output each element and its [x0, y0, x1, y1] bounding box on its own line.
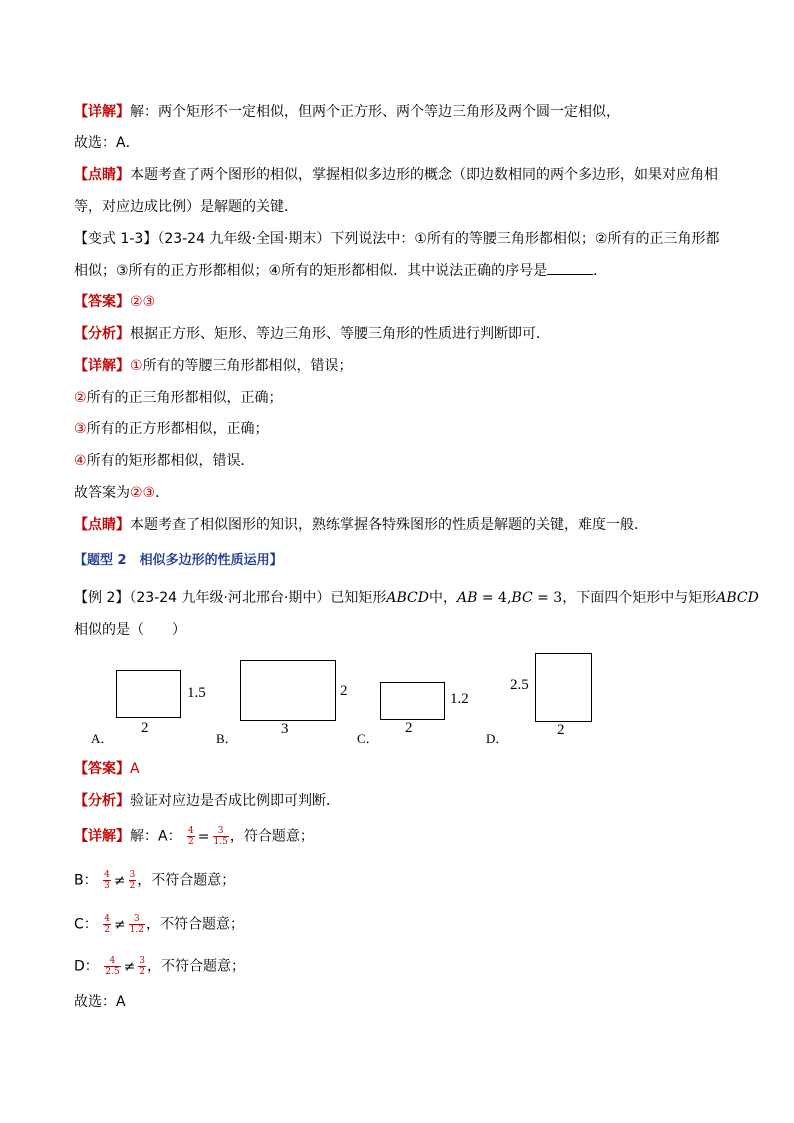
comment-line-1 — [74, 165, 718, 185]
fraction: $\frac{3}{2}$ — [129, 870, 136, 891]
rect-name: ABCD — [716, 590, 759, 606]
detail-option-d — [74, 956, 245, 977]
option-d-width: 2 — [557, 722, 565, 738]
option-b-label: B． — [216, 731, 238, 746]
side-bc-value: = 3 — [532, 590, 563, 606]
fraction: $\frac{3}{2}$ — [139, 956, 146, 977]
item-mark: ③ — [74, 421, 87, 437]
answer-value: ②③ — [130, 294, 156, 310]
detail-prefix: B： — [74, 872, 98, 889]
detail-option-b — [74, 870, 235, 891]
final-answer-line — [74, 483, 169, 503]
example-text: 中， — [429, 590, 457, 606]
item-text: 所有的正方形都相似，正确； — [86, 421, 269, 437]
detail-prefix: 解：A： — [130, 828, 182, 845]
example-question-line-2: 相似的是（ ） — [74, 622, 186, 638]
variant-question-text: 相似；③所有的正方形都相似；④所有的矩形都相似．其中说法正确的序号是 — [74, 263, 548, 279]
detail-end: ，不符合题意； — [137, 872, 236, 889]
equals-sign: = — [197, 828, 210, 845]
final-choice-line: 故选：A — [74, 994, 126, 1010]
variant-question-line-1: 【变式 1-3】（23-24 九年级·全国·期末）下列说法中：①所有的等腰三角形都相似；②所有的正三角形都 — [74, 231, 720, 247]
fraction: $\frac{3}{1.5}$ — [213, 826, 228, 847]
option-c-label: C． — [357, 731, 379, 746]
fraction: $\frac{4}{2.5}$ — [105, 956, 120, 977]
detail-prefix: C： — [74, 916, 98, 933]
fraction: $\frac{4}{3}$ — [104, 870, 110, 891]
analysis-text: 根据正方形、矩形、等边三角形、等腰三角形的性质进行判断即可． — [130, 326, 550, 342]
detail-item-2 — [74, 388, 283, 408]
comment-line-3 — [74, 515, 648, 535]
fraction: $\frac{3}{1.2}$ — [129, 914, 145, 935]
option-a-height: 1.5 — [187, 685, 206, 701]
option-a-width: 2 — [141, 720, 149, 736]
detail-text: 解：两个矩形不一定相似，但两个正方形、两个等边三角形及两个圆一定相似， — [130, 104, 620, 120]
option-b-height: 2 — [340, 683, 348, 699]
analysis-tag: 【分析】 — [74, 793, 130, 809]
option-d-height: 2.5 — [510, 677, 529, 693]
detail-option-c — [74, 914, 244, 935]
side-bc: BC — [511, 590, 533, 606]
option-d-rect — [535, 653, 592, 722]
comment-tag: 【点睛】 — [74, 517, 130, 533]
comment-text: 本题考查了相似图形的知识，熟练掌握各特殊图形的性质是解题的关键，难度一般． — [130, 517, 648, 533]
item-mark: ④ — [74, 453, 87, 469]
detail-tag: 【详解】 — [74, 828, 130, 845]
option-b-rect — [240, 660, 336, 721]
option-d-label: D． — [486, 731, 509, 746]
option-a-rect — [116, 670, 181, 718]
final-answer-marks: ②③ — [130, 485, 156, 501]
answer-tag: 【答案】 — [74, 761, 130, 777]
answer-tag: 【答案】 — [74, 294, 130, 310]
detail-end: ，不符合题意； — [146, 916, 245, 933]
side-ab-value: = 4, — [477, 590, 512, 606]
fraction: $\frac{4}{2}$ — [188, 826, 194, 847]
detail-item-1 — [74, 356, 353, 376]
answer-line — [74, 292, 155, 312]
not-equal-sign: ≠ — [113, 872, 126, 889]
example-text: ，下面四个矩形中与矩形 — [562, 590, 717, 606]
option-b-width: 3 — [281, 721, 289, 737]
option-a-label: A． — [91, 731, 114, 746]
item-mark: ② — [74, 390, 87, 406]
final-answer-text: 故答案为 — [74, 485, 130, 501]
detail-prefix: D： — [74, 958, 99, 975]
item-text: 所有的矩形都相似，错误． — [86, 453, 255, 469]
detail-option-a — [74, 826, 314, 847]
final-answer-end: ． — [155, 485, 170, 501]
item-mark: ① — [130, 358, 143, 374]
rect-name: ABCD — [386, 590, 429, 606]
detail-end: ，不符合题意； — [147, 958, 246, 975]
variant-question-end: ． — [593, 263, 608, 279]
choice-line: 故选：A． — [74, 135, 140, 151]
example-text: 【例 2】（23-24 九年级·河北邢台·期中）已知矩形 — [74, 590, 387, 606]
comment-tag: 【点睛】 — [74, 167, 130, 183]
detail-tag: 【详解】 — [74, 104, 130, 120]
detail-tag: 【详解】 — [74, 358, 130, 374]
comment-text: 本题考查了两个图形的相似，掌握相似多边形的概念（即边数相同的两个多边形，如果对应角相 — [130, 167, 718, 183]
detail-item-3 — [74, 419, 269, 439]
option-c-height: 1.2 — [450, 691, 469, 707]
example-analysis-line — [74, 791, 340, 811]
detail-item-4 — [74, 451, 255, 471]
side-ab: AB — [457, 590, 478, 606]
not-equal-sign: ≠ — [113, 916, 126, 933]
answer-blank — [547, 260, 593, 275]
analysis-text: 验证对应边是否成比例即可判断． — [130, 793, 340, 809]
detail-line-1 — [74, 102, 620, 122]
fraction: $\frac{4}{2}$ — [104, 914, 110, 935]
not-equal-sign: ≠ — [123, 958, 136, 975]
example-question-line-1 — [74, 588, 759, 608]
option-c-rect — [380, 682, 445, 720]
item-text: 所有的正三角形都相似，正确； — [86, 390, 283, 406]
analysis-line — [74, 324, 550, 344]
answer-value: A — [130, 761, 140, 777]
analysis-tag: 【分析】 — [74, 326, 130, 342]
detail-end: ，符合题意； — [229, 828, 314, 845]
section-title: 【题型 2 相似多边形的性质运用】 — [74, 553, 283, 568]
item-text: 所有的等腰三角形都相似，错误； — [142, 358, 353, 374]
option-c-width: 2 — [405, 720, 413, 736]
example-answer-line — [74, 759, 140, 779]
variant-question-line-2 — [74, 260, 607, 281]
comment-line-2: 等，对应边成比例）是解题的关键． — [74, 199, 298, 215]
